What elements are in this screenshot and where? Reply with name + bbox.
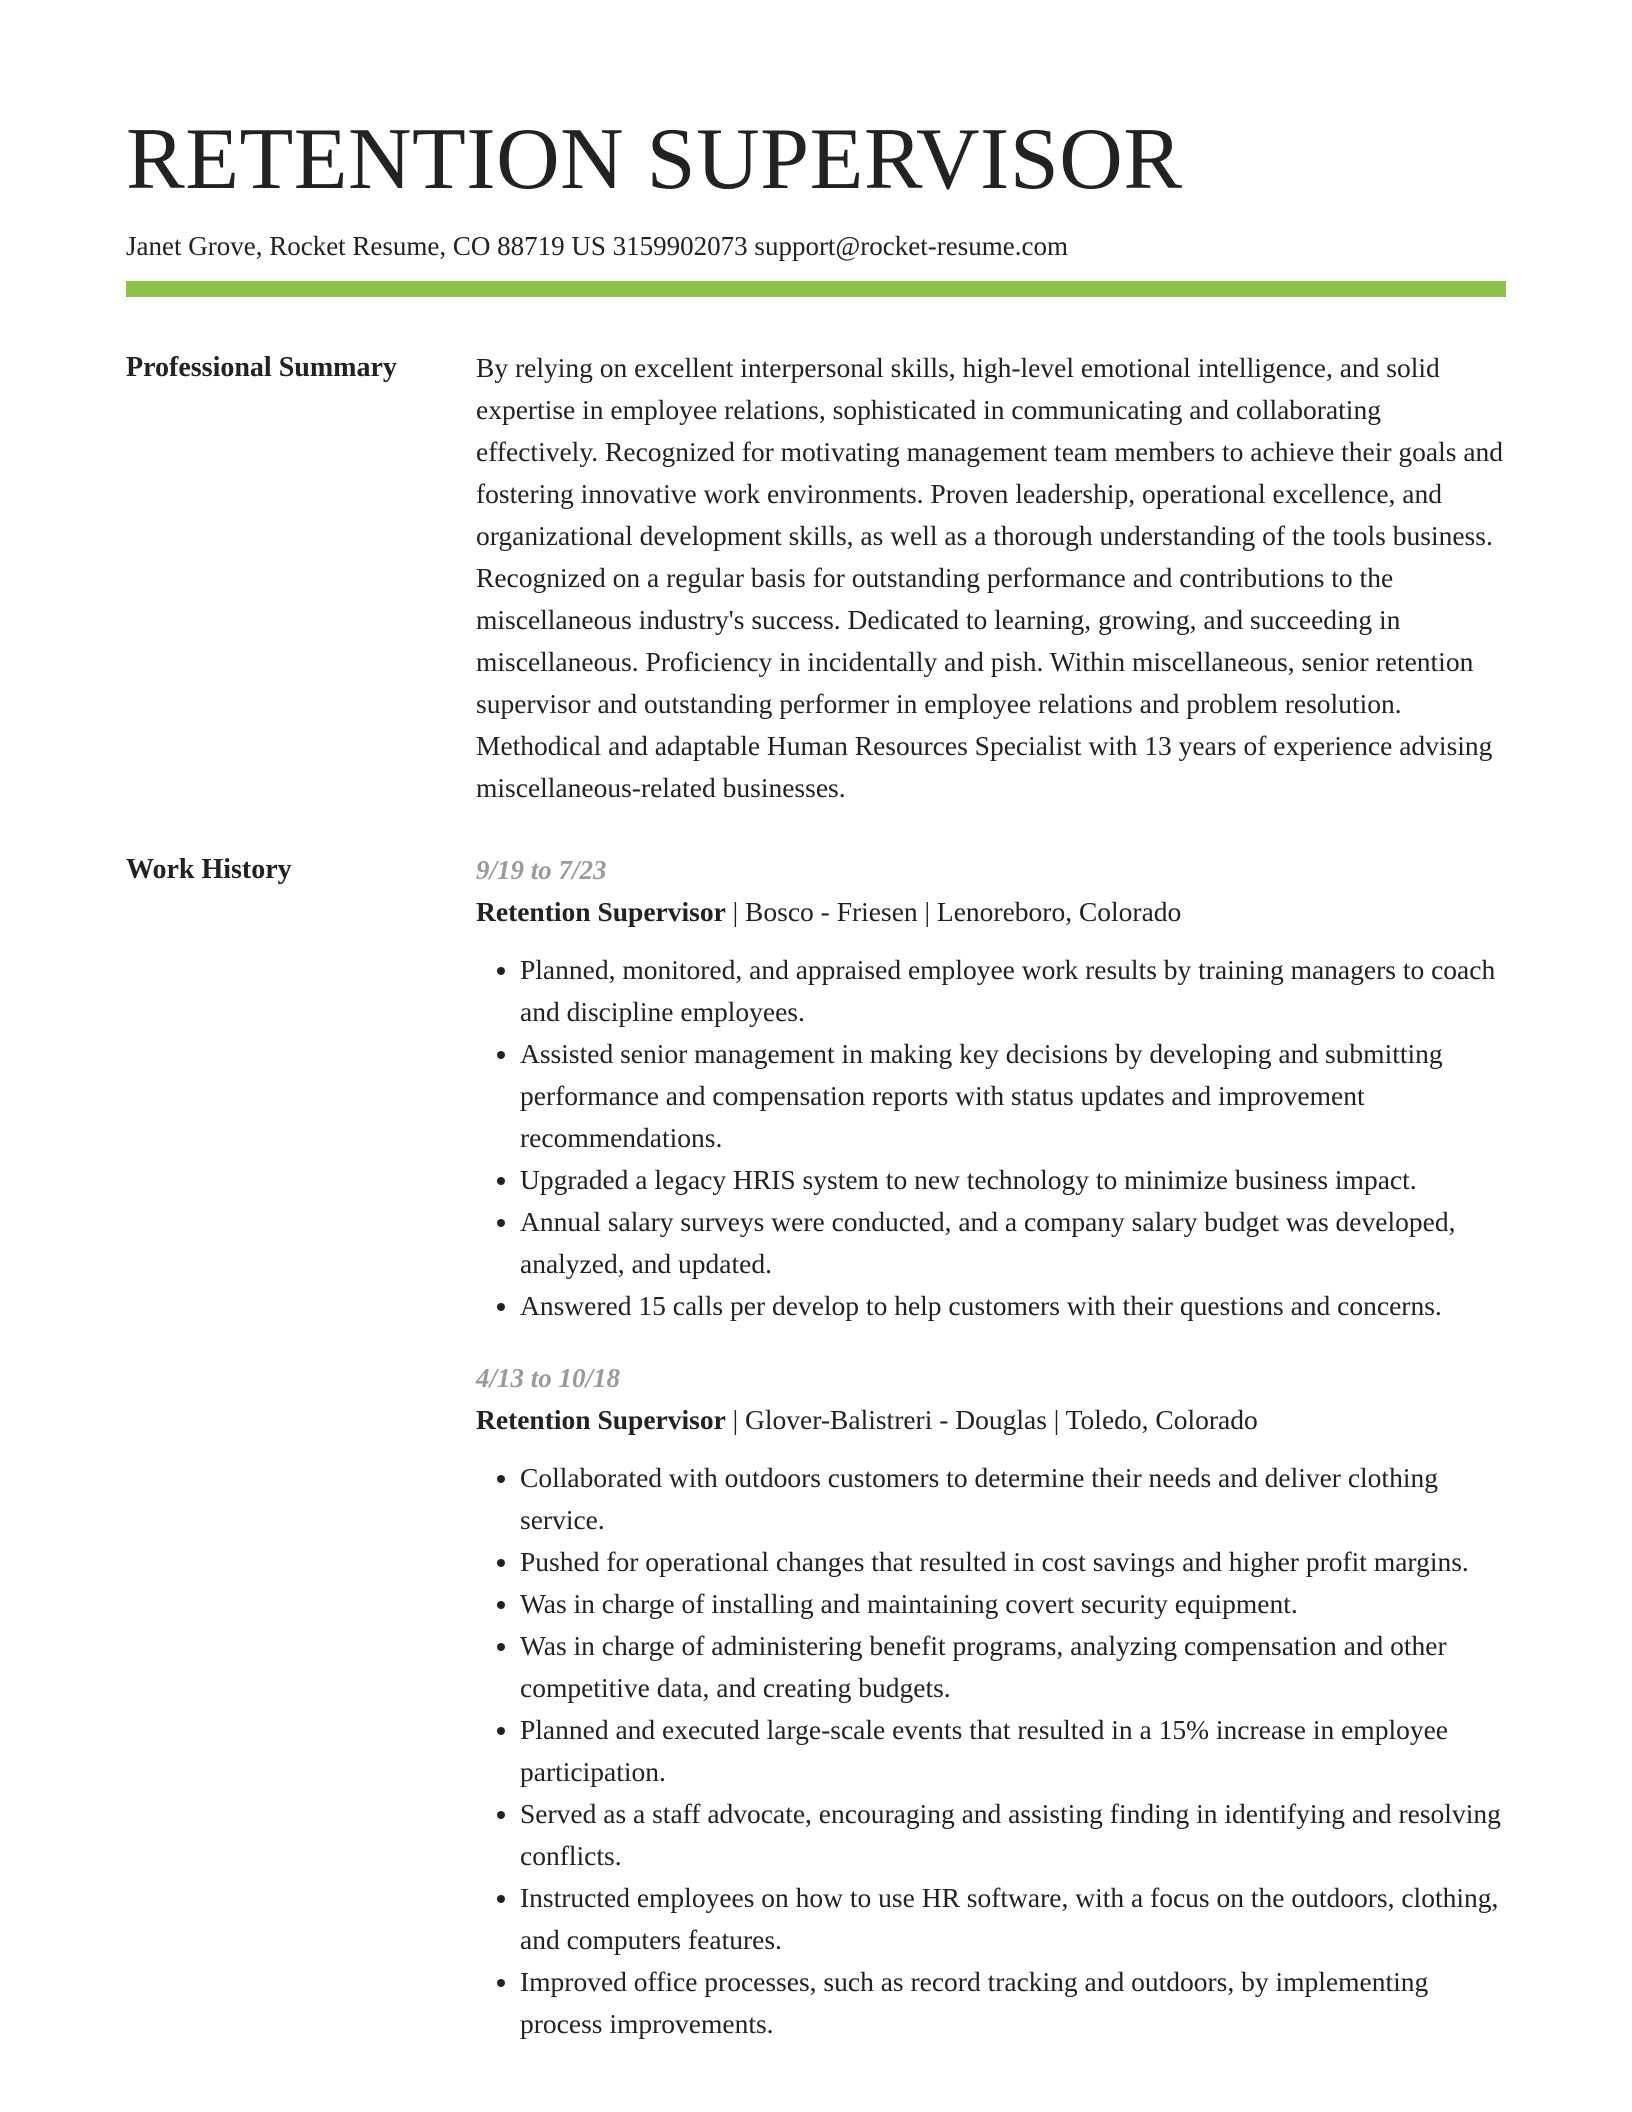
work-history-heading: Work History xyxy=(126,853,292,885)
job-bullets xyxy=(476,949,1506,1327)
job-bullet: • Pushed for operational changes that resulted in cost savings and higher profit margins. xyxy=(520,1541,1506,1583)
job-bullet: • Served as a staff advocate, encouraging and assisting finding in identifying and resolving conflicts. xyxy=(520,1793,1506,1877)
job-heading xyxy=(476,891,1506,933)
job-bullet: • Annual salary surveys were conducted, and a company salary budget was developed, analyzed, and updated. xyxy=(520,1201,1506,1285)
contact-line: Janet Grove, Rocket Resume, CO 88719 US 3159902073 support@rocket-resume.com xyxy=(126,230,1068,261)
work-history-section xyxy=(126,849,1506,2045)
job-details: | Bosco - Friesen | Lenoreboro, Colorado xyxy=(725,895,1182,927)
job-bullet: • Answered 15 calls per develop to help customers with their questions and concerns. xyxy=(520,1285,1506,1327)
job-bullet: • Was in charge of installing and maintaining covert security equipment. xyxy=(520,1583,1506,1625)
work-history-body xyxy=(476,849,1506,2045)
resume-title: RETENTION SUPERVISOR xyxy=(126,111,1183,208)
summary-heading: Professional Summary xyxy=(126,351,397,383)
job-bullet: • Instructed employees on how to use HR software, with a focus on the outdoors, clothing, and computers features. xyxy=(520,1877,1506,1961)
job-bullet: • Upgraded a legacy HRIS system to new technology to minimize business impact. xyxy=(520,1159,1506,1201)
job-bullet: • Collaborated with outdoors customers to determine their needs and deliver clothing service. xyxy=(520,1457,1506,1541)
summary-section xyxy=(126,347,1506,809)
job-title: Retention Supervisor xyxy=(476,895,726,927)
job-bullet: • Planned and executed large-scale events that resulted in a 15% increase in employee participation. xyxy=(520,1709,1506,1793)
summary-text: By relying on excellent interpersonal skills, high-level emotional intelligence, and solid expertise in employee relations, sophisticated in communicating and collaborating effectively. Recognized for motivating management team members to achieve their goals and fostering innovative work environments. Proven leadership, operational excellence, and organizational development skills, as well as a thorough understanding of the tools business. Recognized on a regular basis for outstanding performance and contributions to the miscellaneous industry's success. Dedicated to learning, growing, and succeeding in miscellaneous. Proficiency in incidentally and pish. Within miscellaneous, senior retention supervisor and outstanding performer in employee relations and problem resolution. Methodical and adaptable Human Resources Specialist with 13 years of experience advising miscellaneous-related businesses. xyxy=(476,351,1504,803)
job-heading xyxy=(476,1399,1506,1441)
job-details: | Glover-Balistreri - Douglas | Toledo, Colorado xyxy=(725,1403,1258,1435)
job-dates: 4/13 to 10/18 xyxy=(476,1362,621,1393)
job-entry xyxy=(476,1357,1506,2045)
job-bullet: • Planned, monitored, and appraised employee work results by training managers to coach and discipline employees. xyxy=(520,949,1506,1033)
job-title: Retention Supervisor xyxy=(476,1403,726,1435)
header-divider xyxy=(126,281,1506,297)
job-bullet: • Was in charge of administering benefit programs, analyzing compensation and other competitive data, and creating budgets. xyxy=(520,1625,1506,1709)
job-bullet: • Assisted senior management in making key decisions by developing and submitting performance and compensation reports with status updates and improvement recommendations. xyxy=(520,1033,1506,1159)
job-bullet: • Improved office processes, such as record tracking and outdoors, by implementing process improvements. xyxy=(520,1961,1506,2045)
job-dates: 9/19 to 7/23 xyxy=(476,854,607,885)
summary-body xyxy=(476,347,1506,809)
job-bullets xyxy=(476,1457,1506,2045)
job-entry xyxy=(476,849,1506,1327)
